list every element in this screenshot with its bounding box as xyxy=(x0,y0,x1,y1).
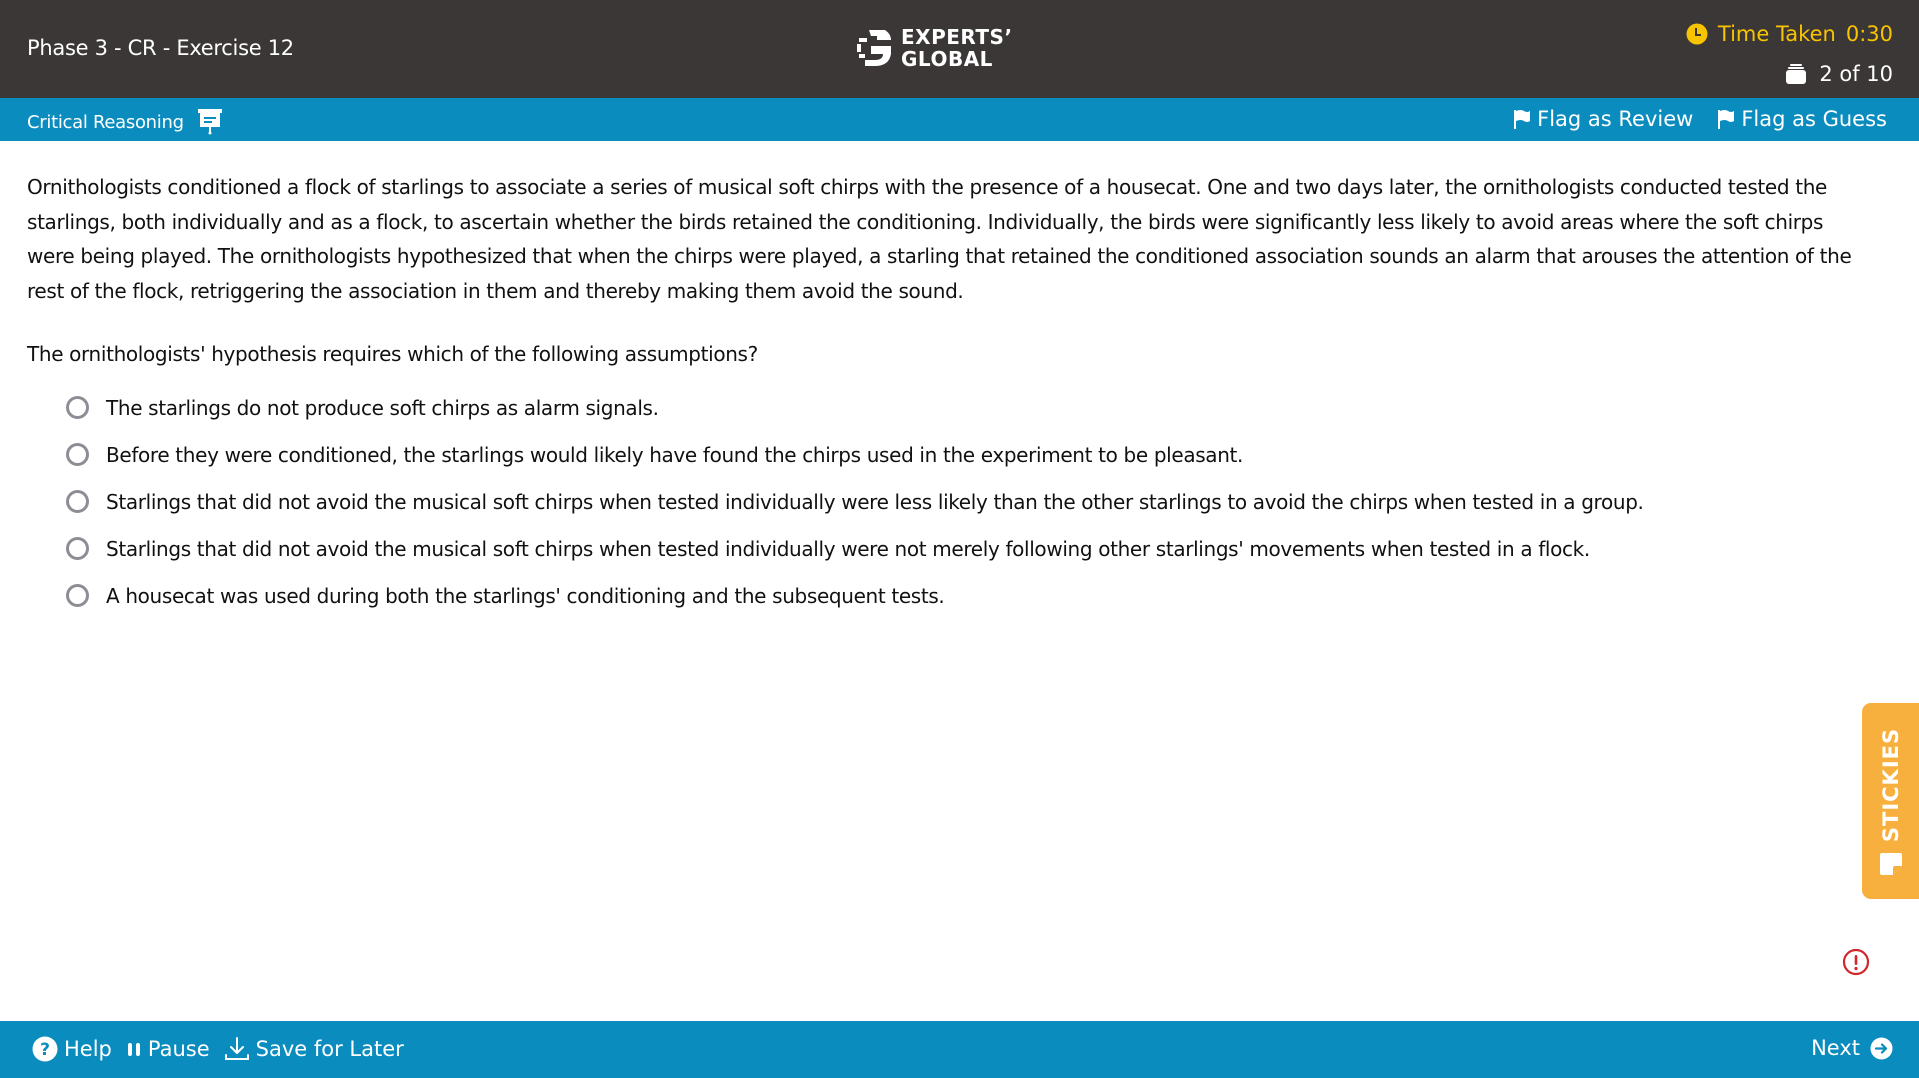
logo-line2: GLOBAL xyxy=(901,47,993,71)
question-content xyxy=(27,170,1867,619)
top-bar xyxy=(0,0,1919,98)
presentation-board-icon[interactable] xyxy=(198,109,222,135)
section-label xyxy=(27,109,222,135)
stickies-label: STICKIES xyxy=(1878,727,1903,843)
logo-text xyxy=(901,26,1013,70)
radio-button[interactable] xyxy=(66,490,89,513)
pause-button[interactable] xyxy=(126,1037,210,1061)
pause-label: Pause xyxy=(147,1037,210,1061)
pause-icon xyxy=(126,1040,142,1058)
report-issue-icon[interactable] xyxy=(1842,948,1870,976)
answer-option-c[interactable] xyxy=(66,478,1867,525)
question-counter-text: 2 of 10 xyxy=(1819,62,1893,86)
answer-option-e[interactable] xyxy=(66,572,1867,619)
flag-icon xyxy=(1717,109,1735,129)
question-stem: The ornithologists' hypothesis requires which of the following assumptions? xyxy=(27,342,758,366)
flag-icon xyxy=(1513,109,1531,129)
timer-label: Time Taken xyxy=(1717,22,1836,46)
question-stack-icon xyxy=(1785,63,1807,85)
option-label: Starlings that did not avoid the musical soft chirps when tested individually were not merely following other starlings' movements when tested in a flock. xyxy=(106,536,1590,561)
answer-option-d[interactable] xyxy=(66,525,1867,572)
clock-icon xyxy=(1686,23,1708,45)
logo-g-icon xyxy=(855,26,893,70)
answer-option-b[interactable] xyxy=(66,431,1867,478)
stickies-tab[interactable] xyxy=(1862,703,1919,899)
help-button[interactable] xyxy=(32,1036,112,1062)
radio-button[interactable] xyxy=(66,396,89,419)
svg-text:?: ? xyxy=(40,1040,50,1060)
answer-options xyxy=(66,384,1867,619)
flag-guess-label: Flag as Guess xyxy=(1741,107,1887,131)
answer-option-a[interactable] xyxy=(66,384,1867,431)
section-name: Critical Reasoning xyxy=(27,111,184,133)
help-label: Help xyxy=(64,1037,112,1061)
flag-as-review-button[interactable] xyxy=(1513,107,1693,131)
time-taken xyxy=(1686,22,1893,46)
radio-button[interactable] xyxy=(66,443,89,466)
option-label: Before they were conditioned, the starlings would likely have found the chirps used in the experiment to be pleasant. xyxy=(106,442,1244,467)
download-icon xyxy=(224,1036,250,1062)
bottom-left-controls xyxy=(32,1036,418,1062)
flag-controls xyxy=(1513,107,1887,131)
logo-line1: EXPERTS’ xyxy=(901,25,1013,49)
next-button[interactable] xyxy=(1811,1036,1893,1060)
exercise-title: Phase 3 - CR - Exercise 12 xyxy=(27,36,294,60)
option-label: The starlings do not produce soft chirps as alarm signals. xyxy=(106,395,659,420)
timer-value: 0:30 xyxy=(1845,22,1893,46)
arrow-right-circle-icon xyxy=(1870,1037,1893,1060)
save-for-later-button[interactable] xyxy=(224,1036,404,1062)
next-label: Next xyxy=(1811,1036,1860,1060)
sticky-note-icon xyxy=(1878,851,1904,877)
flag-review-label: Flag as Review xyxy=(1537,107,1694,131)
section-bar xyxy=(0,98,1919,141)
radio-button[interactable] xyxy=(66,584,89,607)
help-icon xyxy=(32,1036,58,1062)
experts-global-logo xyxy=(855,26,1013,70)
save-for-later-label: Save for Later xyxy=(255,1037,404,1061)
radio-button[interactable] xyxy=(66,537,89,560)
passage-text: Ornithologists conditioned a flock of starlings to associate a series of musical soft chirps with the presence of a housecat. One and two days later, the ornithologists conducted tested the starlings, both individually and as a flock, to ascertain whether the birds retained the conditioning. Individually, the birds were significantly less likely to avoid areas where the soft chirps were being played. The ornithologists hypothesized that when the chirps were played, a starling that retained the conditioned association sounds an alarm that arouses the attention of the rest of the flock, retriggering the association in them and thereby making them avoid the sound. xyxy=(27,175,1852,303)
option-label: A housecat was used during both the starlings' conditioning and the subsequent tests. xyxy=(106,583,945,608)
bottom-bar xyxy=(0,1021,1919,1078)
question-counter xyxy=(1785,62,1893,86)
option-label: Starlings that did not avoid the musical soft chirps when tested individually were less likely than the other starlings to avoid the chirps when tested in a group. xyxy=(106,489,1644,514)
flag-as-guess-button[interactable] xyxy=(1717,107,1887,131)
